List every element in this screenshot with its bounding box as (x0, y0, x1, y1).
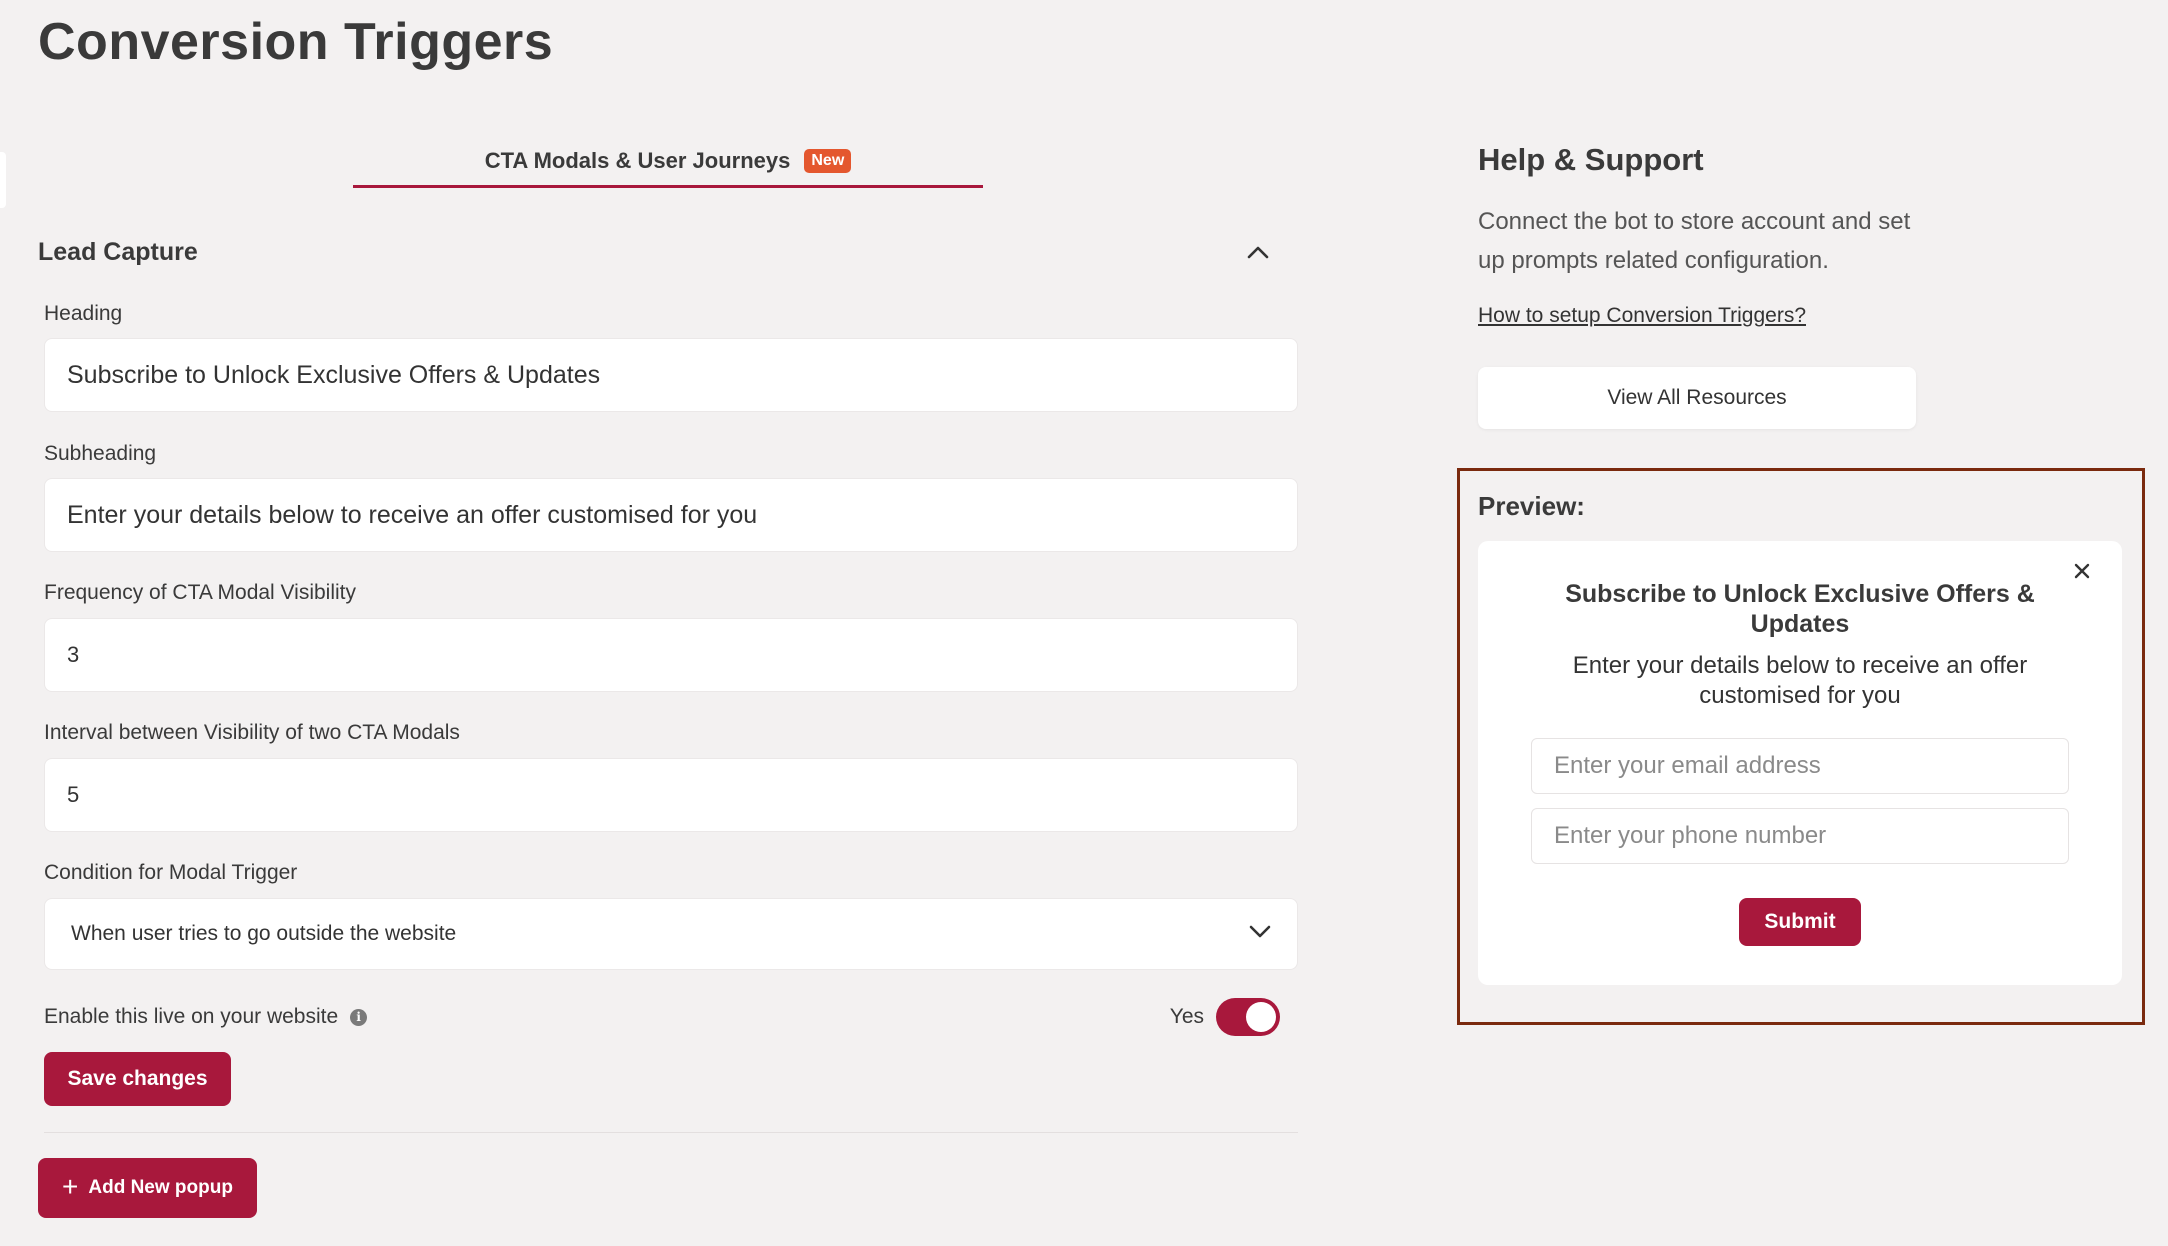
modal-heading: Subscribe to Unlock Exclusive Offers & Updates (1565, 580, 2035, 638)
add-new-popup-label: Add New popup (88, 1177, 233, 1198)
page-title: Conversion Triggers (38, 13, 554, 71)
save-changes-button[interactable]: Save changes (44, 1052, 231, 1106)
condition-label: Condition for Modal Trigger (44, 861, 298, 884)
subheading-label: Subheading (44, 442, 157, 465)
heading-label: Heading (44, 302, 123, 325)
close-icon[interactable] (2070, 559, 2094, 583)
tab-label: CTA Modals & User Journeys (484, 147, 791, 173)
preview-modal (1478, 541, 2122, 985)
submit-button[interactable]: Submit (1739, 898, 1861, 946)
interval-label: Interval between Visibility of two CTA Modals (44, 721, 460, 744)
plus-icon: + (62, 1170, 79, 1202)
toggle-knob (1246, 1002, 1276, 1032)
help-description: Connect the bot to store account and set up prompts related configuration. (1478, 208, 1911, 274)
view-all-resources-button[interactable]: View All Resources (1478, 367, 1916, 429)
enable-live-toggle[interactable] (1216, 998, 1280, 1036)
subheading-input[interactable] (44, 478, 1298, 552)
section-title: Lead Capture (38, 237, 198, 266)
new-badge: New (804, 149, 851, 173)
modal-subheading: Enter your details below to receive an offer customised for you (1572, 652, 2028, 709)
divider (44, 1132, 1298, 1133)
side-drawer-handle[interactable] (0, 152, 6, 208)
enable-live-row (44, 996, 1280, 1038)
chevron-down-icon (1249, 925, 1271, 944)
email-field[interactable] (1531, 738, 2069, 794)
preview-panel (1457, 468, 2145, 1025)
phone-field[interactable] (1531, 808, 2069, 864)
condition-select[interactable] (44, 898, 1298, 970)
preview-label: Preview: (1478, 491, 1585, 521)
setup-guide-link[interactable]: How to setup Conversion Triggers? (1478, 304, 1806, 327)
frequency-input[interactable] (44, 618, 1298, 692)
toggle-state-label: Yes (1169, 1005, 1204, 1028)
interval-input[interactable] (44, 758, 1298, 832)
heading-input[interactable] (44, 338, 1298, 412)
help-title: Help & Support (1478, 142, 1704, 177)
chevron-up-icon[interactable] (1238, 232, 1278, 272)
frequency-label: Frequency of CTA Modal Visibility (44, 581, 357, 604)
info-icon[interactable]: i (350, 1009, 367, 1026)
enable-live-label: Enable this live on your website (44, 1005, 339, 1028)
condition-select-value: When user tries to go outside the website (71, 922, 457, 945)
add-new-popup-button[interactable] (38, 1158, 257, 1218)
tab-cta-modals[interactable] (353, 136, 983, 188)
lead-capture-header[interactable] (38, 232, 1278, 272)
